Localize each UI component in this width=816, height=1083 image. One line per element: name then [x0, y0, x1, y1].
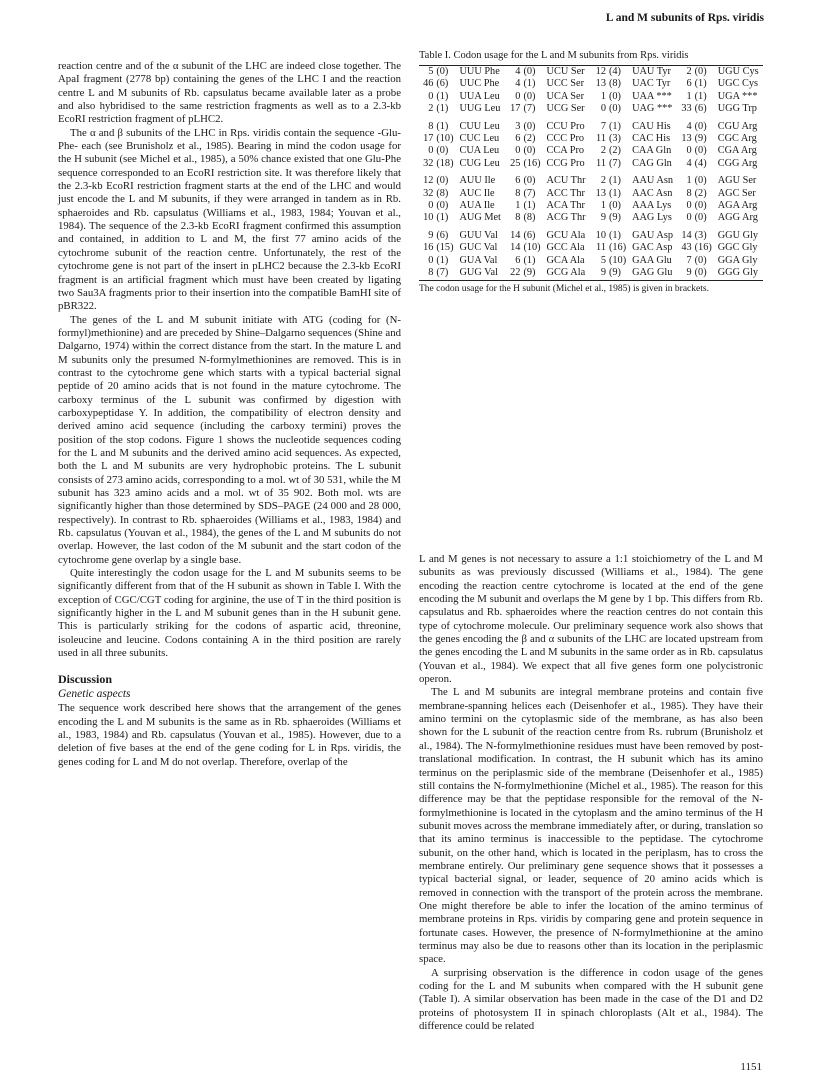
h-count-cell: (9) [523, 267, 536, 279]
lm-count-cell: 0 [515, 145, 521, 157]
h-count-cell: (0) [694, 175, 707, 187]
h-count-cell: (1) [694, 90, 707, 102]
running-head: L and M subunits of Rps. viridis [605, 12, 764, 24]
lm-count-cell: 8 [515, 187, 521, 199]
lm-count-cell: 0 [686, 145, 692, 157]
table-row [419, 212, 763, 224]
lm-count-cell: 14 [510, 229, 521, 241]
table-row [419, 78, 763, 90]
codon-cell: ACC Thr [546, 187, 585, 199]
lm-count-cell: 11 [596, 133, 606, 145]
h-count-cell: (18) [436, 157, 454, 169]
codon-cell: GAG Glu [632, 267, 673, 279]
codon-cell: GCA Ala [546, 254, 585, 266]
codon-cell: AUU Ile [459, 175, 496, 187]
page-number: 1151 [740, 1061, 762, 1073]
codon-cell: AAC Asn [632, 187, 673, 199]
codon-cell: CAA Gln [632, 145, 672, 157]
lm-count-cell: 4 [686, 120, 692, 132]
codon-cell: UCA Ser [546, 90, 585, 102]
lm-count-cell: 11 [596, 242, 606, 254]
lm-count-cell: 0 [515, 90, 521, 102]
left-paragraph-4: Quite interestingly the codon usage for the L and M subunits seems to be significantly different from that of the H subunit as shown in Table I. With the exception of CGC/CGT coding for arginine, the use of T in the third position is significantly higher in the L and M subunit genes than in the H subunit gene. This is particularly striking for the codons of aspartic acid, threonine, isoleucine and leucine. Codons containing A in the third position are rarely used in all three subunits. [58, 567, 401, 660]
codon-cell: GGA Gly [717, 254, 758, 266]
lm-count-cell: 43 [681, 242, 692, 254]
lm-count-cell: 9 [600, 267, 606, 279]
lm-count-cell: 8 [686, 187, 692, 199]
h-count-cell: (1) [608, 120, 621, 132]
lm-count-cell: 17 [423, 133, 434, 145]
h-count-cell: (16) [608, 242, 627, 254]
h-count-cell: (0) [694, 66, 707, 77]
codon-cell: GUU Val [459, 229, 498, 241]
lm-count-cell: 8 [515, 212, 521, 224]
h-count-cell: (1) [694, 78, 707, 90]
codon-cell: CUU Leu [459, 120, 500, 132]
h-count-cell: (2) [694, 187, 707, 199]
h-count-cell: (0) [523, 66, 536, 77]
lm-count-cell: 8 [428, 267, 434, 279]
codon-cell: AUC Ile [459, 187, 495, 199]
h-count-cell: (6) [694, 103, 707, 115]
h-count-cell: (8) [523, 212, 536, 224]
table-row [419, 225, 763, 242]
lm-count-cell: 0 [428, 90, 434, 102]
right-paragraph-1: L and M genes is not necessary to assure a 1:1 stoichiometry of the L and M subunits as was previously discussed (Williams et al., 1984). The gene encoding the reaction centre cytochrome is located at the end of the gene encoding the M subunit and overlaps the M gene by 1 bp. This differs from Rb. capsulatus and Rb. sphaeroides where the reaction centres do not contain this type of cytochrome molecule. Our preliminary sequence work also shows that the genes encoding the β and α subunits of the LHC are located upstream from the genes encoding the L and M subunits in the same order as in Rb. capsulatus (Youvan et al., 1984). We expect that all five genes form one polycistronic operon. [419, 553, 763, 686]
lm-count-cell: 1 [515, 200, 521, 212]
lm-count-cell: 2 [428, 103, 434, 115]
h-count-cell: (0) [436, 200, 449, 212]
lm-count-cell: 32 [423, 157, 434, 169]
h-count-cell: (0) [694, 267, 707, 279]
lm-count-cell: 9 [600, 212, 606, 224]
h-count-cell: (0) [523, 120, 536, 132]
left-paragraph-3: The genes of the L and M subunit initiate with ATG (coding for (N-formyl)methionine) and are preceded by Shine–Dalgarno sequences (Shine and Dalgarno, 1974) within the correct distance from the start. In the mature L and M subunits only the presumed N-formylmethionines are removed. This is in contrast to the cytochrome gene which starts with a typical bacterial signal peptide of 20 amino acids that is not found in the mature cytochrome. The carboxy terminus of the L subunit was confirmed by digestion with carboxypeptidase Y. In addition, the compatibility of electron density and derived amino acid sequence (including the carboxy termini) proves the position of the stop codons. Figure 1 shows the nucleotide sequences coding for the L and M subunits and the derived amino acid sequences. As expected, both the L and M subunits are very hydrophobic proteins. The L subunit consists of 273 amino acids, corresponding to a mol. wt of 30 531, while the M subunit has 323 amino acids and a mol. wt of 35 902. Both mol. wts are significantly higher than those determined by SDS–PAGE (24 000 and 28 000, respectively). In contrast to Rb. sphaeroides (Williams et al., 1983, 1984) and Rb. capsulatus (Youvan et al., 1984), the genes of the L and M subunits do not overlap. However, the last codon of the M subunit and the start codon of the cytochrome gene overlap by a single base. [58, 313, 401, 566]
right-paragraph-3: A surprising observation is the difference in codon usage of the genes coding for the L and M subunits when compared with the H subunit gene (Table I). A similar observation has been made in the case of the D1 and D2 proteins of photosystem II in spinach chloroplasts (Alt et al., 1984). The difference could be related [419, 966, 763, 1033]
table-row [419, 242, 763, 254]
codon-cell: AGC Ser [717, 187, 756, 199]
h-count-cell: (1) [436, 90, 449, 102]
codon-cell: AAU Asn [632, 175, 673, 187]
lm-count-cell: 0 [686, 212, 692, 224]
right-paragraph-2: The L and M subunits are integral membrane proteins and contain five membrane-spanning helices each (Deisenhofer et al., 1985). They have their amino termini on the cytoplasmic side of the membrane, as has also been shown for the L subunit of the reaction centre from Rs. rubrum (Brunisholz et al., 1984). The N-formylmethionine residues must have been removed by post-translational modification. In contrast, the H subunit which has its amino terminus on the periplasmic side of the membrane (Deisenhofer et al., 1985) still contains the N-formylmethionine (Michel et al., 1985). The reason for this difference may be that the peptidase responsible for the removal of the N-formylmethionine is located in the cytoplasm and the amino terminus of the H subunit moves across the membrane immediately after, or during, translation so that its amino terminus is inaccessible to the peptidase. The cytochrome subunit, on the other hand, which is located in the periplasm, has to cross the membrane entirely. Our preliminary gene sequence shows that it possesses a typical bacterial signal, or leader, sequence of 20 amino acids which is removed in connection with the transport of the protein across the membrane. One might therefore be able to infer the location of the amino terminus of membrane proteins in Rps. viridis by comparing gene and protein sequence in fortunate cases. However, the presence of N-formylmethionine at the amino terminus may also be due to reasons other than its location in the periplasmic space. [419, 686, 763, 966]
h-count-cell: (0) [608, 90, 621, 102]
h-count-cell: (0) [608, 200, 621, 212]
h-count-cell: (1) [436, 254, 449, 266]
lm-count-cell: 12 [595, 66, 606, 77]
codon-cell: CAG Gln [632, 157, 672, 169]
lm-count-cell: 7 [600, 120, 606, 132]
lm-count-cell: 1 [600, 90, 606, 102]
h-count-cell: (0) [436, 175, 449, 187]
h-count-cell: (9) [608, 267, 621, 279]
lm-count-cell: 0 [600, 103, 606, 115]
codon-cell: UCG Ser [546, 103, 585, 115]
h-count-cell: (7) [523, 187, 536, 199]
h-count-cell: (15) [436, 242, 454, 254]
table-row [419, 116, 763, 133]
codon-cell: CGA Arg [717, 145, 757, 157]
left-paragraph-2: The α and β subunits of the LHC in Rps. viridis contain the sequence -Glu-Phe- each (see Brunisholz et al., 1985). Bearing in mind the codon usage for the H subunit (see Michel et al., 1985), a 50% chance existed that one Glu-Phe sequence corresponded to an EcoRI restriction site. It was therefore likely that the 2.3-kb EcoRI restriction fragment starts at the end of the LHC and would just encode the L and M subunits, if they were arranged in tandem as in Rb. sphaeroides and Rb. capsulatus (Williams et al., 1983, 1984; Youvan et al., 1984). The sequence of the 2.3-kb EcoRI fragment confirmed this assumption and contained, in addition to L and M, the first 77 amino acids of the cytochrome subunit of the reaction centre. Unfortunately, the rest of the cytochrome gene is not part of the insert in pLHC2 because the 2.3-kb EcoRI fragment is an artificial fragment which must have been created by ligating two Sau3A fragments prior to their insertion into the compatible BamHI site of pBR322. [58, 126, 401, 313]
h-count-cell: (0) [694, 145, 707, 157]
h-count-cell: (0) [523, 145, 536, 157]
h-count-cell: (9) [694, 133, 707, 145]
codon-cell: UUA Leu [459, 90, 500, 102]
codon-cell: ACG Thr [546, 212, 586, 224]
h-count-cell: (4) [608, 66, 621, 77]
h-count-cell: (8) [608, 78, 621, 90]
h-count-cell: (10) [523, 242, 541, 254]
lm-count-cell: 4 [686, 157, 692, 169]
codon-cell: UUU Phe [459, 66, 500, 77]
lm-count-cell: 32 [423, 187, 434, 199]
table-title: Table I. Codon usage for the L and M subunits from Rps. viridis [419, 50, 689, 61]
table-row [419, 145, 763, 157]
lm-count-cell: 16 [423, 242, 434, 254]
lm-count-cell: 3 [515, 120, 521, 132]
codon-cell: AUA Ile [459, 200, 495, 212]
lm-count-cell: 6 [515, 133, 521, 145]
codon-cell: AAA Lys [632, 200, 672, 212]
codon-cell: UUC Phe [459, 78, 500, 90]
discussion-paragraph: The sequence work described here shows that the arrangement of the genes encoding the L and M subunits is the same as in Rb. sphaeroides (Williams et al., 1983, 1984) and Rb. capsulatus (Youvan et al., 1985). However, due to a deletion of five bases at the end of the gene coding for L in Rps. viridis, the genes coding for L and M do not overlap. Therefore, overlap of the [58, 702, 401, 768]
h-count-cell: (1) [608, 175, 621, 187]
h-count-cell: (1) [523, 200, 536, 212]
left-paragraph-1: reaction centre and of the α subunit of the LHC are indeed close together. The ApaI fragment (2778 bp) containing the genes of the LHC I and the reaction centre L and M subunits of Rb. capsulatus became available later as a probe and also hybridised to the same restriction fragments as well as to a 2.3-kb EcoRI restriction fragment of pLHC2. [58, 60, 401, 126]
codon-cell: CCC Pro [546, 133, 585, 145]
h-count-cell: (16) [694, 242, 712, 254]
lm-count-cell: 22 [510, 267, 521, 279]
lm-count-cell: 2 [686, 66, 692, 77]
table-bottom-rule [419, 280, 763, 281]
codon-cell: UGA *** [717, 90, 758, 102]
h-count-cell: (2) [523, 133, 536, 145]
codon-cell: AUG Met [459, 212, 501, 224]
lm-count-cell: 13 [595, 187, 606, 199]
codon-cell: CCG Pro [546, 157, 585, 169]
h-count-cell: (0) [694, 212, 707, 224]
table-row [419, 103, 763, 115]
lm-count-cell: 10 [595, 229, 606, 241]
h-count-cell: (7) [436, 267, 449, 279]
lm-count-cell: 0 [428, 145, 434, 157]
table-row [419, 267, 763, 279]
codon-cell: AAG Lys [632, 212, 672, 224]
lm-count-cell: 11 [596, 157, 606, 169]
codon-cell: UAA *** [632, 90, 672, 102]
codon-cell: UGC Cys [717, 78, 759, 90]
h-count-cell: (6) [523, 229, 536, 241]
h-count-cell: (1) [608, 187, 621, 199]
h-count-cell: (0) [694, 200, 707, 212]
table-row [419, 66, 763, 78]
h-count-cell: (7) [523, 103, 536, 115]
h-count-cell: (0) [436, 66, 449, 77]
section-heading-discussion: Discussion [58, 672, 113, 687]
lm-count-cell: 14 [510, 242, 521, 254]
h-count-cell: (10) [608, 254, 627, 266]
h-count-cell: (1) [523, 254, 536, 266]
lm-count-cell: 0 [428, 200, 434, 212]
h-count-cell: (0) [523, 90, 536, 102]
lm-count-cell: 46 [423, 78, 434, 90]
codon-cell: UGU Cys [717, 66, 759, 77]
lm-count-cell: 2 [600, 175, 606, 187]
lm-count-cell: 13 [681, 133, 692, 145]
codon-cell: UAG *** [632, 103, 673, 115]
codon-cell: GUG Val [459, 267, 498, 279]
h-count-cell: (3) [608, 133, 621, 145]
table-row [419, 188, 763, 200]
table-footnote: The codon usage for the H subunit (Michel et al., 1985) is given in brackets. [419, 283, 709, 294]
table-row [419, 170, 763, 187]
codon-usage-table-block [419, 50, 763, 295]
lm-count-cell: 17 [510, 103, 521, 115]
lm-count-cell: 1 [686, 175, 692, 187]
lm-count-cell: 5 [428, 66, 434, 77]
lm-count-cell: 6 [515, 175, 521, 187]
codon-cell: AGU Ser [717, 175, 757, 187]
lm-count-cell: 0 [686, 200, 692, 212]
lm-count-cell: 1 [686, 90, 692, 102]
h-count-cell: (9) [608, 212, 621, 224]
lm-count-cell: 5 [600, 254, 606, 266]
codon-cell: AGG Arg [717, 212, 758, 224]
codon-cell: CAC His [632, 133, 671, 145]
h-count-cell: (0) [608, 103, 621, 115]
h-count-cell: (1) [436, 212, 449, 224]
h-count-cell: (16) [523, 157, 541, 169]
lm-count-cell: 0 [428, 254, 434, 266]
h-count-cell: (6) [436, 78, 449, 90]
lm-count-cell: 1 [600, 200, 606, 212]
lm-count-cell: 33 [681, 103, 692, 115]
codon-cell: CUG Leu [459, 157, 500, 169]
codon-cell: GGC Gly [717, 242, 758, 254]
codon-usage-table [419, 66, 763, 280]
codon-cell: GAA Glu [632, 254, 672, 266]
codon-cell: GCC Ala [546, 242, 585, 254]
table-row [419, 200, 763, 212]
codon-cell: AGA Arg [717, 200, 758, 212]
subsection-heading-genetic-aspects: Genetic aspects [58, 687, 131, 700]
lm-count-cell: 9 [686, 267, 692, 279]
h-count-cell: (0) [694, 120, 707, 132]
codon-cell: UUG Leu [459, 103, 501, 115]
codon-cell: GGU Gly [717, 229, 759, 241]
codon-cell: UAC Tyr [632, 78, 671, 90]
h-count-cell: (8) [436, 187, 449, 199]
codon-cell: UAU Tyr [632, 66, 671, 77]
h-count-cell: (0) [523, 175, 536, 187]
lm-count-cell: 25 [510, 157, 521, 169]
codon-cell: GUC Val [459, 242, 498, 254]
codon-cell: UGG Trp [717, 103, 757, 115]
codon-cell: CUA Leu [459, 145, 500, 157]
h-count-cell: (7) [608, 157, 621, 169]
codon-cell: CGU Arg [717, 120, 758, 132]
h-count-cell: (1) [608, 229, 621, 241]
lm-count-cell: 7 [686, 254, 692, 266]
codon-cell: GAC Asp [632, 242, 673, 254]
h-count-cell: (3) [694, 229, 707, 241]
table-row [419, 255, 763, 267]
h-count-cell: (4) [694, 157, 707, 169]
lm-count-cell: 8 [428, 120, 434, 132]
left-column [58, 60, 401, 769]
codon-cell: GAU Asp [632, 229, 673, 241]
table-row [419, 158, 763, 170]
lm-count-cell: 9 [428, 229, 434, 241]
codon-cell: ACA Thr [546, 200, 585, 212]
codon-cell: UCU Ser [546, 66, 585, 77]
codon-cell: CGC Arg [717, 133, 757, 145]
h-count-cell: (1) [523, 78, 536, 90]
codon-cell: GCU Ala [546, 229, 586, 241]
h-count-cell: (1) [436, 103, 449, 115]
codon-cell: GGG Gly [717, 267, 759, 279]
lm-count-cell: 12 [423, 175, 434, 187]
h-count-cell: (10) [436, 133, 454, 145]
lm-count-cell: 2 [600, 145, 606, 157]
codon-cell: CGG Arg [717, 157, 758, 169]
codon-cell: ACU Thr [546, 175, 586, 187]
codon-cell: CCU Pro [546, 120, 585, 132]
h-count-cell: (2) [608, 145, 621, 157]
lm-count-cell: 13 [595, 78, 606, 90]
lm-count-cell: 14 [681, 229, 692, 241]
h-count-cell: (0) [436, 145, 449, 157]
lm-count-cell: 6 [515, 254, 521, 266]
lm-count-cell: 4 [515, 78, 521, 90]
h-count-cell: (1) [436, 120, 449, 132]
h-count-cell: (0) [694, 254, 707, 266]
table-row [419, 133, 763, 145]
table-row [419, 91, 763, 103]
right-column [419, 553, 763, 1033]
lm-count-cell: 6 [686, 78, 692, 90]
codon-cell: CUC Leu [459, 133, 500, 145]
codon-cell: CCA Pro [546, 145, 585, 157]
codon-cell: GUA Val [459, 254, 498, 266]
codon-cell: UCC Ser [546, 78, 585, 90]
lm-count-cell: 4 [515, 66, 521, 77]
lm-count-cell: 10 [423, 212, 434, 224]
codon-cell: GCG Ala [546, 267, 586, 279]
codon-cell: CAU His [632, 120, 671, 132]
h-count-cell: (6) [436, 229, 449, 241]
